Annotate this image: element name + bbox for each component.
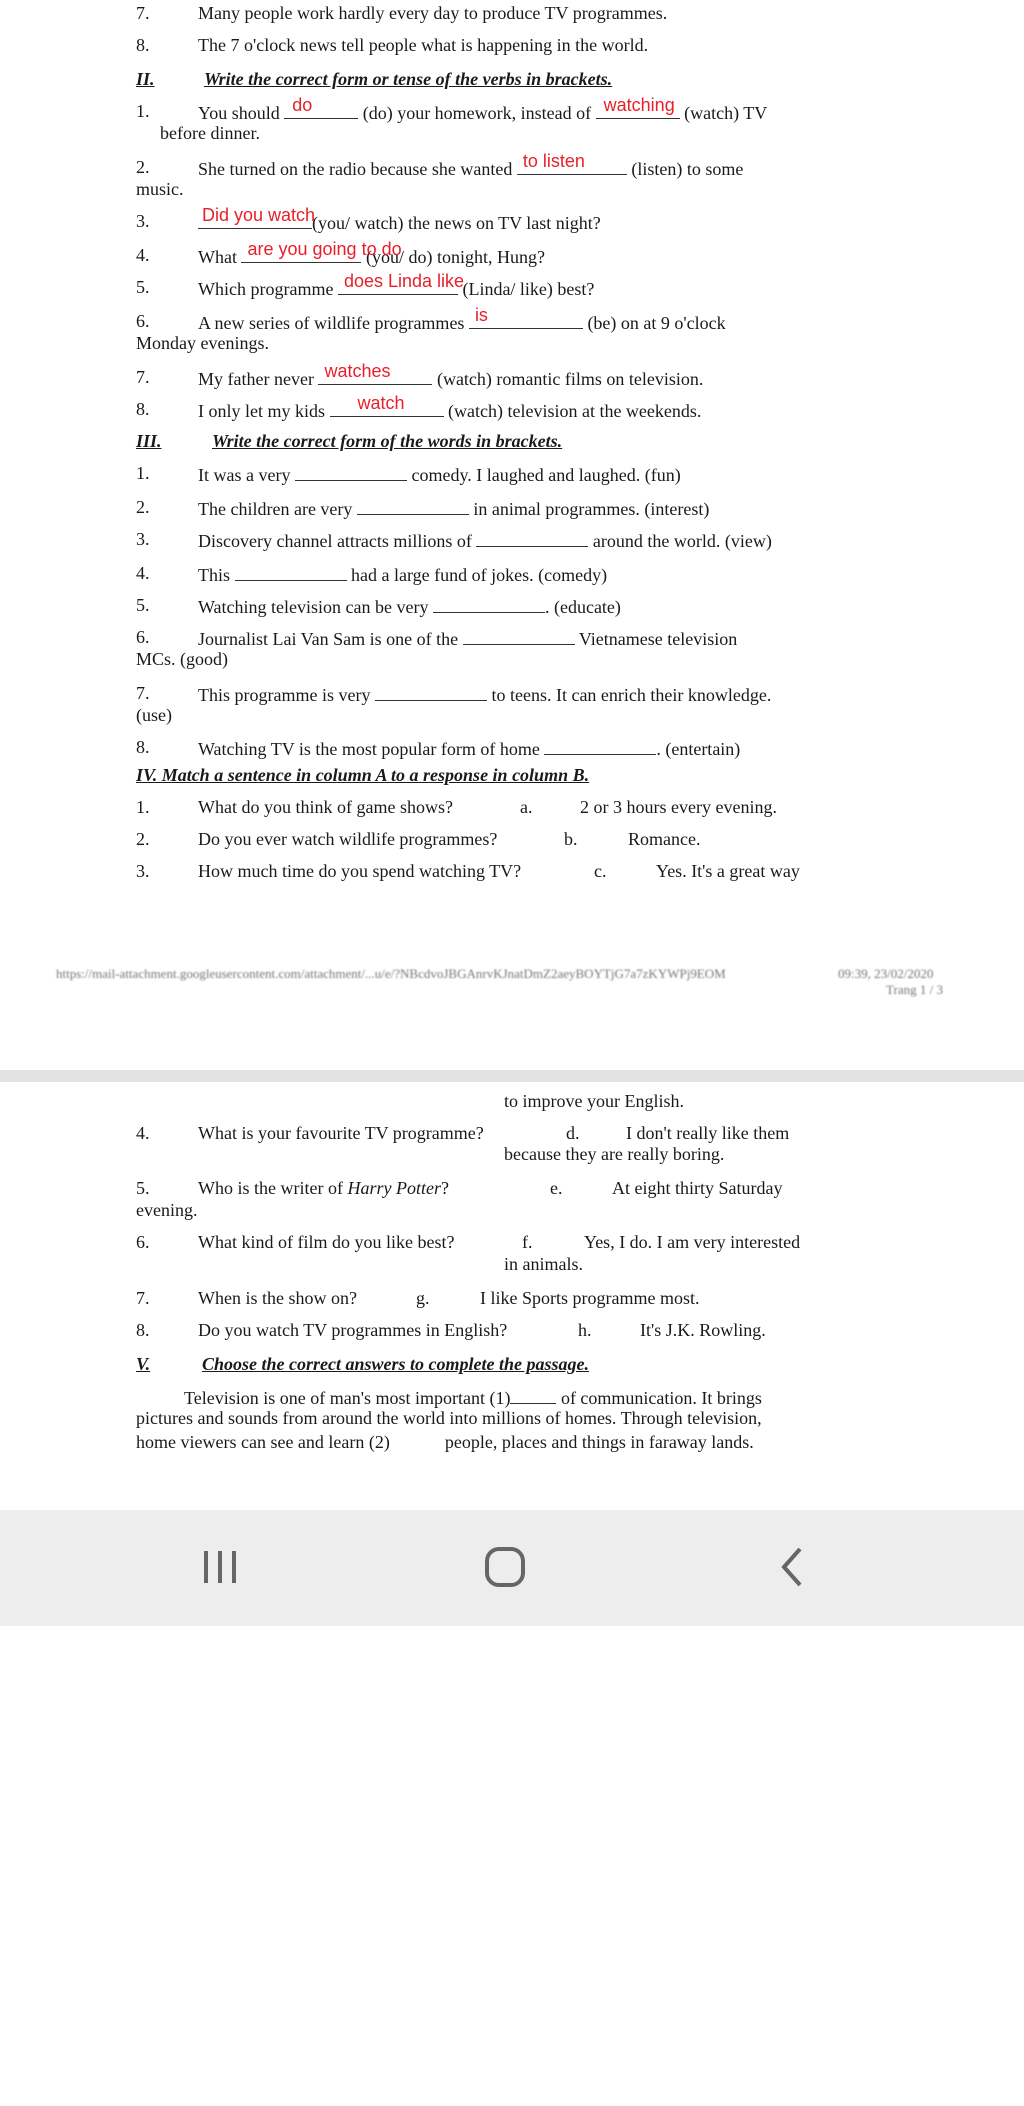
passage-line xyxy=(184,1385,762,1409)
exercise-line xyxy=(198,626,737,650)
recent-apps-button[interactable] xyxy=(180,1532,260,1602)
back-icon xyxy=(774,1545,810,1589)
section-number: II. xyxy=(136,69,155,89)
response-letter: f. xyxy=(522,1232,533,1252)
response-letter: a. xyxy=(520,797,533,817)
item-text: Many people work hardly every day to produce TV programmes. xyxy=(198,3,668,23)
question-part: ? xyxy=(440,1178,449,1198)
item-text: (use) xyxy=(136,705,172,725)
answer-blank[interactable] xyxy=(235,562,347,581)
response-text: 2 or 3 hours every evening. xyxy=(580,797,777,817)
handwritten-answer: to listen xyxy=(522,151,585,171)
response-text: I don't really like them xyxy=(626,1123,790,1143)
item-number: 8. xyxy=(136,1320,150,1340)
question-text: What do you think of game shows? xyxy=(198,797,453,817)
answer-blank[interactable] xyxy=(357,496,469,515)
home-icon xyxy=(481,1543,529,1591)
handwritten-answer: are you going to do xyxy=(247,239,402,259)
answer-blank[interactable] xyxy=(596,95,680,119)
print-footer-url: https://mail-attachment.googleusercontent.com/attachment/...u/e/?NBcdvoJBGAnrvKJnatDmZ2aeyBOYTjG7a7zKYWPj9EOM xyxy=(56,966,726,981)
item-number: 8. xyxy=(136,737,150,757)
response-text: At eight thirty Saturday xyxy=(612,1178,783,1198)
exercise-line xyxy=(198,496,709,520)
exercise-line xyxy=(198,682,771,706)
item-text: What xyxy=(198,247,237,267)
item-text: Vietnamese television xyxy=(578,629,738,649)
answer-blank[interactable] xyxy=(375,682,487,701)
item-number: 1. xyxy=(136,797,150,817)
item-text: around the world. (view) xyxy=(592,531,772,551)
response-letter: c. xyxy=(594,861,607,881)
item-text: had a large fund of jokes. (comedy) xyxy=(351,565,608,585)
exercise-line xyxy=(198,361,704,390)
exercise-line xyxy=(198,462,681,486)
answer-blank[interactable] xyxy=(517,151,627,175)
question-text xyxy=(198,1177,449,1199)
response-text: because they are really boring. xyxy=(504,1144,725,1164)
handwritten-answer: is xyxy=(474,305,488,325)
answer-blank[interactable] xyxy=(338,271,465,295)
recent-apps-icon xyxy=(198,1547,242,1587)
page-separator xyxy=(0,1070,1024,1082)
section-title: Choose the correct answers to complete the passage. xyxy=(202,1354,589,1374)
item-text: (Linda/ like) best? xyxy=(462,279,595,299)
item-text: This xyxy=(198,565,231,585)
item-text: Which programme xyxy=(198,279,334,299)
question-text: What is your favourite TV programme? xyxy=(198,1123,484,1143)
response-letter: g. xyxy=(416,1288,430,1308)
response-text: evening. xyxy=(136,1200,198,1220)
print-footer-page: Trang 1 / 3 xyxy=(886,982,943,997)
item-text: comedy. I laughed and laughed. (fun) xyxy=(411,465,681,485)
document-page-2 xyxy=(0,1085,1024,1510)
answer-blank[interactable] xyxy=(510,1385,556,1404)
item-text: The children are very xyxy=(198,499,353,519)
exercise-line xyxy=(198,393,702,422)
response-text: I like Sports programme most. xyxy=(480,1288,700,1308)
item-text: (watch) romantic films on television. xyxy=(436,369,704,389)
item-text: (listen) to some xyxy=(631,159,744,179)
print-footer-timestamp: 09:39, 23/02/2020 xyxy=(838,966,934,981)
back-button[interactable] xyxy=(752,1532,832,1602)
question-text: What kind of film do you like best? xyxy=(198,1232,455,1252)
book-title: Harry Potter xyxy=(347,1178,441,1198)
answer-blank[interactable] xyxy=(295,462,407,481)
handwritten-answer: watching xyxy=(603,95,675,115)
section-number: V. xyxy=(136,1354,151,1374)
item-text: before dinner. xyxy=(160,123,260,143)
item-number: 6. xyxy=(136,311,150,331)
item-number: 5. xyxy=(136,1178,150,1198)
answer-blank[interactable] xyxy=(241,239,402,263)
question-part: Who is the writer of xyxy=(198,1178,348,1198)
question-text: How much time do you spend watching TV? xyxy=(198,861,522,881)
item-text: I only let my kids xyxy=(198,401,325,421)
item-text: . (educate) xyxy=(544,597,621,617)
answer-blank[interactable] xyxy=(284,95,358,119)
item-text: My father never xyxy=(198,369,314,389)
answer-blank[interactable] xyxy=(544,736,656,755)
handwritten-answer: Did you watch xyxy=(202,205,316,225)
item-number: 3. xyxy=(136,211,150,231)
passage-text: people, places and things in faraway lands. xyxy=(444,1432,754,1452)
item-number: 1. xyxy=(136,101,150,121)
item-text: A new series of wildlife programmes xyxy=(198,313,465,333)
exercise-line xyxy=(198,271,595,300)
item-number: 4. xyxy=(136,245,150,265)
exercise-line xyxy=(198,95,768,124)
question-text: Do you ever watch wildlife programmes? xyxy=(198,829,498,849)
answer-blank[interactable] xyxy=(469,305,583,329)
item-text: . (entertain) xyxy=(656,739,741,759)
passage-text: Television is one of man's most important (1) xyxy=(184,1388,511,1408)
answer-blank[interactable] xyxy=(433,594,545,613)
item-text: The 7 o'clock news tell people what is happening in the world. xyxy=(198,35,649,55)
passage-text: pictures and sounds from around the world into millions of homes. Through television, xyxy=(136,1408,762,1428)
section-title: Write the correct form or tense of the verbs in brackets. xyxy=(204,69,613,89)
exercise-line xyxy=(198,151,744,180)
item-number: 7. xyxy=(136,3,150,23)
item-number: 7. xyxy=(136,367,150,387)
item-text: Monday evenings. xyxy=(136,333,269,353)
passage-text: home viewers can see and learn (2) xyxy=(136,1432,390,1452)
item-text: (you/ do) tonight, Hung? xyxy=(365,247,545,267)
section-number: III. xyxy=(136,431,162,451)
item-number: 6. xyxy=(136,627,150,647)
section-title: IV. Match a sentence in column A to a response in column B. xyxy=(136,765,590,785)
response-text: Yes. It's a great way xyxy=(656,861,800,881)
exercise-line xyxy=(198,305,726,334)
exercise-line xyxy=(198,562,607,586)
answer-blank[interactable] xyxy=(330,393,444,417)
item-text: Discovery channel attracts millions of xyxy=(198,531,472,551)
item-number: 3. xyxy=(136,861,150,881)
answer-blank[interactable] xyxy=(198,205,316,229)
exercise-line xyxy=(198,594,621,618)
item-number: 2. xyxy=(136,829,150,849)
response-letter: h. xyxy=(578,1320,592,1340)
response-text: in animals. xyxy=(504,1254,583,1274)
exercise-line xyxy=(198,528,772,552)
home-button[interactable] xyxy=(465,1532,545,1602)
item-text: (watch) television at the weekends. xyxy=(448,401,702,421)
item-text: music. xyxy=(136,179,184,199)
item-text: (be) on at 9 o'clock xyxy=(587,313,726,333)
answer-blank[interactable] xyxy=(318,361,432,385)
response-text: to improve your English. xyxy=(504,1091,684,1111)
response-text: It's J.K. Rowling. xyxy=(640,1320,766,1340)
item-text: Journalist Lai Van Sam is one of the xyxy=(198,629,459,649)
item-text: She turned on the radio because she wanted xyxy=(198,159,513,179)
handwritten-answer: watch xyxy=(357,393,405,413)
handwritten-answer: watches xyxy=(324,361,391,381)
item-number: 4. xyxy=(136,1123,150,1143)
exercise-line xyxy=(198,239,545,268)
item-text: in animal programmes. (interest) xyxy=(473,499,710,519)
item-text: (you/ watch) the news on TV last night? xyxy=(312,213,601,233)
response-text: Romance. xyxy=(628,829,701,849)
answer-blank[interactable] xyxy=(476,528,588,547)
item-text: (do) your homework, instead of xyxy=(362,103,592,123)
item-number: 5. xyxy=(136,277,150,297)
system-navigation-bar xyxy=(0,1510,1024,1626)
exercise-line xyxy=(198,736,740,760)
item-number: 7. xyxy=(136,1288,150,1308)
section-title: Write the correct form of the words in brackets. xyxy=(212,431,563,451)
question-text: Do you watch TV programmes in English? xyxy=(198,1320,508,1340)
response-text: Yes, I do. I am very interested xyxy=(584,1232,801,1252)
item-text: You should xyxy=(198,103,280,123)
item-number: 5. xyxy=(136,595,150,615)
answer-blank[interactable] xyxy=(394,1429,440,1448)
item-text: (watch) TV xyxy=(684,103,768,123)
item-number: 4. xyxy=(136,563,150,583)
item-number: 2. xyxy=(136,497,150,517)
item-text: to teens. It can enrich their knowledge. xyxy=(491,685,772,705)
answer-blank[interactable] xyxy=(463,626,575,645)
response-letter: d. xyxy=(566,1123,580,1143)
item-number: 3. xyxy=(136,529,150,549)
item-text: Watching TV is the most popular form of home xyxy=(198,739,540,759)
passage-line xyxy=(136,1429,754,1453)
item-number: 8. xyxy=(136,399,150,419)
question-text: When is the show on? xyxy=(198,1288,357,1308)
item-number: 6. xyxy=(136,1232,150,1252)
response-letter: e. xyxy=(550,1178,563,1198)
handwritten-answer: do xyxy=(292,95,313,115)
item-number: 1. xyxy=(136,463,150,483)
passage-text: of communication. It brings xyxy=(560,1388,762,1408)
item-text: MCs. (good) xyxy=(136,649,229,669)
handwritten-answer: does Linda like xyxy=(343,271,465,291)
item-number: 7. xyxy=(136,683,150,703)
item-number: 2. xyxy=(136,157,150,177)
exercise-line xyxy=(198,205,601,234)
item-text: It was a very xyxy=(198,465,291,485)
response-letter: b. xyxy=(564,829,578,849)
item-number: 8. xyxy=(136,35,150,55)
item-text: This programme is very xyxy=(198,685,371,705)
item-text: Watching television can be very xyxy=(198,597,429,617)
